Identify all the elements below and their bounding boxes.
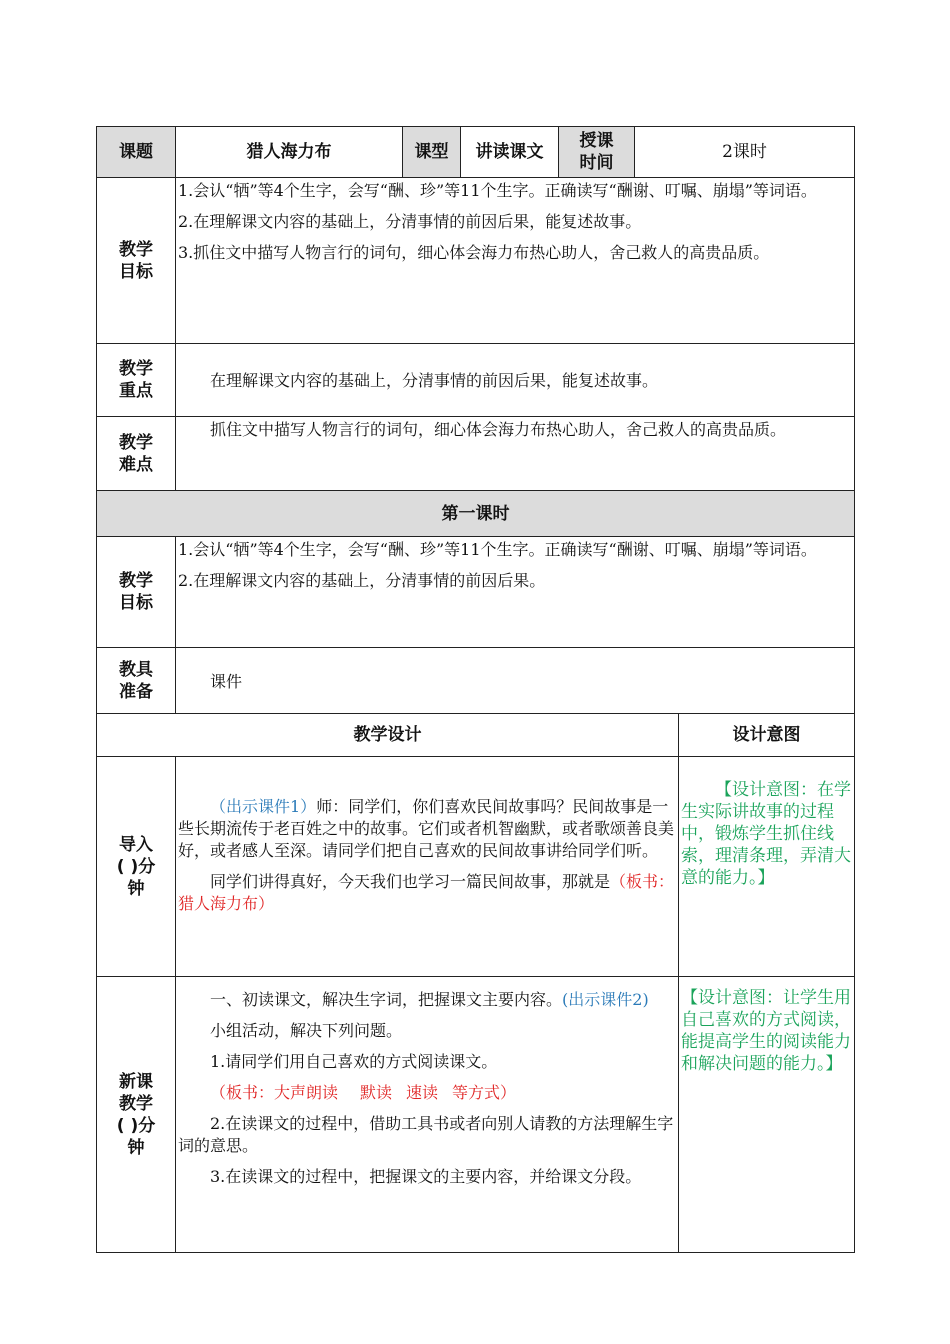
newlesson-row	[97, 977, 855, 1253]
intro-board: （板书：猎人海力布）	[178, 871, 675, 913]
design-header-row	[97, 714, 855, 757]
lesson1-title-row	[97, 491, 855, 537]
goal-item-3: 3.抓住文中描写人物言行的词句，细心体会海力布热心助人，舍己救人的高贵品质。	[178, 243, 770, 262]
lesson1-goals-content	[176, 537, 855, 648]
newlesson-activity: 小组活动，解决下列问题。	[210, 1021, 403, 1040]
newlesson-q1: 1.请同学们用自己喜欢的方式阅读课文。	[210, 1052, 498, 1071]
difficulties-row	[97, 417, 855, 491]
board-part-a: （板书：大声朗读	[210, 1083, 339, 1102]
time-label: 授课时间	[559, 127, 635, 178]
lesson-plan-table	[96, 126, 855, 1253]
intro-para-2	[178, 871, 676, 915]
intro-para-2-text: 同学们讲得真好，今天我们也学习一篇民间故事，那就是	[210, 871, 611, 891]
goals-label: 教学目标	[97, 178, 176, 344]
board-part-b: 默读	[360, 1083, 393, 1102]
newlesson-q3: 3.在读课文的过程中，把握课文的主要内容，并给课文分段。	[210, 1167, 642, 1186]
goal-item-1: 1.会认“牺”等4个生字，会写“酬、珍”等11个生字。正确读写“酬谢、叮嘱、崩塌”等词语。	[178, 181, 817, 200]
newlesson-label-line4: 钟	[127, 1137, 145, 1158]
key-points-label: 教学重点	[97, 344, 176, 417]
intent-header: 设计意图	[679, 714, 855, 757]
goal-item-2: 2.在理解课文内容的基础上，分清事情的前因后果，能复述故事。	[178, 212, 642, 231]
difficulties-label: 教学难点	[97, 417, 176, 491]
tools-row	[97, 648, 855, 714]
lesson1-goal-item-2: 2.在理解课文内容的基础上，分清事情的前因后果。	[178, 571, 546, 590]
newlesson-cue: (出示课件2)	[562, 990, 649, 1009]
intro-label-line2: ( )分	[116, 856, 156, 877]
design-header: 教学设计	[97, 714, 679, 757]
intro-label	[97, 757, 176, 977]
type-label: 课型	[403, 127, 461, 178]
intro-para-1-text: 师：同学们，你们喜欢民间故事吗？民间故事是一些长期流传于老百姓之中的故事。它们或者机智幽默，或者歌颂善良美好，或者感人至深。请同学们把自己喜欢的民间故事讲给同学们听。	[178, 796, 675, 860]
intro-label-line3: 钟	[127, 878, 145, 899]
newlesson-content	[176, 977, 679, 1253]
newlesson-board	[178, 1082, 676, 1104]
key-points-row	[97, 344, 855, 417]
difficulties-text: 抓住文中描写人物言行的词句，细心体会海力布热心助人，舍己救人的高贵品质。	[176, 417, 855, 491]
tools-value: 课件	[176, 648, 855, 714]
newlesson-step1	[178, 989, 676, 1011]
newlesson-step1-text: 一、初读课文，解决生字词，把握课文主要内容。	[210, 990, 563, 1009]
newlesson-label	[97, 977, 176, 1253]
goals-row	[97, 178, 855, 344]
lesson1-title: 第一课时	[97, 491, 855, 537]
newlesson-label-line3: ( )分	[116, 1115, 156, 1136]
lesson1-goals-label: 教学目标	[97, 537, 176, 648]
newlesson-label-line1: 新课	[119, 1071, 153, 1092]
newlesson-q2: 2.在读课文的过程中，借助工具书或者向别人请教的方法理解生字词的意思。	[178, 1114, 674, 1155]
intro-label-line1: 导入	[119, 834, 153, 855]
intro-cue: （出示课件1）	[210, 796, 317, 816]
newlesson-label-line2: 教学	[119, 1093, 153, 1114]
board-part-d: 等方式）	[452, 1083, 517, 1102]
goals-content	[176, 178, 855, 344]
time-value: 2课时	[635, 127, 855, 178]
topic-value: 猎人海力布	[176, 127, 403, 178]
type-value: 讲读课文	[461, 127, 559, 178]
intro-para-1	[178, 796, 676, 862]
lesson1-goal-item-1: 1.会认“牺”等4个生字，会写“酬、珍”等11个生字。正确读写“酬谢、叮嘱、崩塌”等词语。	[178, 540, 817, 559]
intro-row	[97, 757, 855, 977]
key-points-text: 在理解课文内容的基础上，分清事情的前因后果，能复述故事。	[176, 344, 855, 417]
board-part-c: 速读	[406, 1083, 439, 1102]
lesson1-goals-row	[97, 537, 855, 648]
header-row	[97, 127, 855, 178]
topic-label: 课题	[97, 127, 176, 178]
intro-content	[176, 757, 679, 977]
intro-intent: 【设计意图：在学生实际讲故事的过程中，锻炼学生抓住线索，理清条理，弄清大意的能力。】	[679, 757, 855, 977]
newlesson-intent: 【设计意图：让学生用自己喜欢的方式阅读，能提高学生的阅读能力和解决问题的能力。】	[679, 977, 855, 1253]
tools-label: 教具准备	[97, 648, 176, 714]
